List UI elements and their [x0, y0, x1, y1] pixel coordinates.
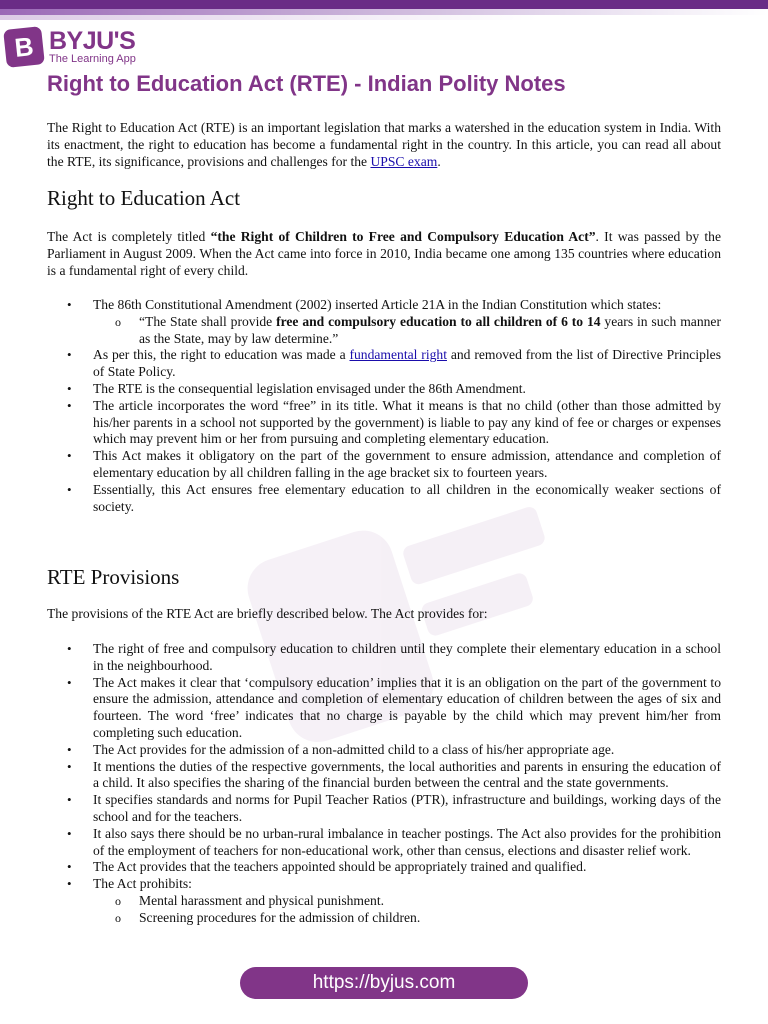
- list-item-text: The Act prohibits:: [93, 876, 192, 892]
- act-para-pre: The Act is completely titled: [47, 229, 211, 244]
- page-title: Right to Education Act (RTE) - Indian Polity Notes: [47, 71, 566, 96]
- intro-paragraph: [47, 120, 721, 170]
- provisions-intro: The provisions of the RTE Act are briefly described below. The Act provides for:: [47, 606, 488, 621]
- quote-pre: “The State shall provide: [139, 313, 277, 329]
- rte-act-list: [47, 297, 721, 515]
- sub-list-item: [93, 314, 721, 348]
- fundamental-right-link[interactable]: fundamental right: [349, 347, 447, 363]
- logo-text: [49, 29, 136, 65]
- list-item: • The Act makes it clear that ‘compulsory education’ implies that it is an obligation on the part of the government to ensure the admission, attendance and completion of elementary education of children between the ages of six and fourteen. The word ‘free’ indicates that no charge is payable by the child which may prevent him/her from completing such education.: [47, 675, 721, 742]
- act-title-paragraph: [47, 229, 721, 279]
- logo-name: BYJU'S: [49, 27, 136, 55]
- sub-list: [93, 893, 721, 927]
- top-banner: [0, 0, 768, 22]
- list-item: • It also says there should be no urban-rural imbalance in teacher postings. The Act also provides for the prohibition of the employment of teachers for non-educational work, other than census, elections and disaster relief work.: [47, 826, 721, 860]
- intro-end: .: [437, 153, 441, 169]
- list-item: • Essentially, this Act ensures free elementary education to all children in the economically weaker sections of society.: [47, 482, 721, 516]
- list-item: • It specifies standards and norms for Pupil Teacher Ratios (PTR), infrastructure and buildings, working days of the school and for the teachers.: [47, 792, 721, 826]
- quote-post: years in such manner as the State, may by law determine.”: [139, 313, 721, 346]
- sub-list-item: o Mental harassment and physical punishment.: [93, 893, 721, 910]
- act-full-title: “the Right of Children to Free and Compulsory Education Act”: [210, 229, 596, 244]
- act-para-post: . It was passed by the Parliament in August 2009. When the Act came into force in 2010, India became one among 135 countries where education is a fundamental right of every child.: [47, 229, 722, 278]
- list-item: [47, 347, 721, 381]
- list-item: [47, 876, 721, 926]
- footer-url: https://byjus.com: [312, 972, 456, 993]
- list-item: [47, 297, 721, 347]
- list-item: • The article incorporates the word “free” in its title. What it means is that no child (other than those admitted by his/her parents in a school not supported by the government) is liable to pay any kind of fee or charges or expenses which may prevent him or her from pursuing and completing elementary education.: [47, 398, 721, 448]
- list-item: • This Act makes it obligatory on the part of the government to ensure admission, attendance and completion of elementary education by all children falling in the age bracket six to fourteen years.: [47, 448, 721, 482]
- top-banner-band: [0, 0, 768, 9]
- list-item: • The RTE is the consequential legislation envisaged under the 86th Amendment.: [47, 381, 721, 398]
- list-item-text: and removed from the list of Directive Principles of State Policy.: [93, 347, 722, 380]
- list-item: • The right of free and compulsory education to children until they complete their elementary education in a school in the neighbourhood.: [47, 641, 721, 675]
- quote-bold: free and compulsory education to all children of 6 to 14: [276, 313, 601, 329]
- list-item-text: The 86th Constitutional Amendment (2002) inserted Article 21A in the Indian Constitution which states:: [93, 297, 662, 312]
- section-heading-rte-provisions: RTE Provisions: [47, 565, 180, 589]
- logo-tagline: The Learning App: [49, 53, 136, 65]
- sub-list-item: o Screening procedures for the admission of children.: [93, 910, 721, 927]
- provisions-list: [47, 641, 721, 927]
- list-item: • The Act provides that the teachers appointed should be appropriately trained and qualified.: [47, 859, 721, 876]
- section-heading-rte-act: Right to Education Act: [47, 186, 241, 210]
- upsc-exam-link[interactable]: UPSC exam: [370, 153, 438, 169]
- list-item: • The Act provides for the admission of a non-admitted child to a class of his/her appropriate age.: [47, 742, 721, 759]
- byjus-logo: [5, 27, 136, 67]
- sub-list: [93, 314, 721, 348]
- list-item-text: As per this, the right to education was made a: [93, 347, 350, 363]
- list-item: • It mentions the duties of the respective governments, the local authorities and parents in ensuring the education of a child. It also specifies the sharing of the financial burden between the central and the state governments.: [47, 759, 721, 793]
- intro-text: The Right to Education Act (RTE) is an important legislation that marks a watershed in the education system in India. With its enactment, the right to education has become a fundamental right in the country. In this article, you can read all about the RTE, its significance, provisions and challenges for the: [47, 120, 721, 169]
- top-banner-band: [0, 15, 768, 20]
- footer-url-button[interactable]: [240, 967, 528, 999]
- logo-mark-icon: B: [3, 26, 45, 68]
